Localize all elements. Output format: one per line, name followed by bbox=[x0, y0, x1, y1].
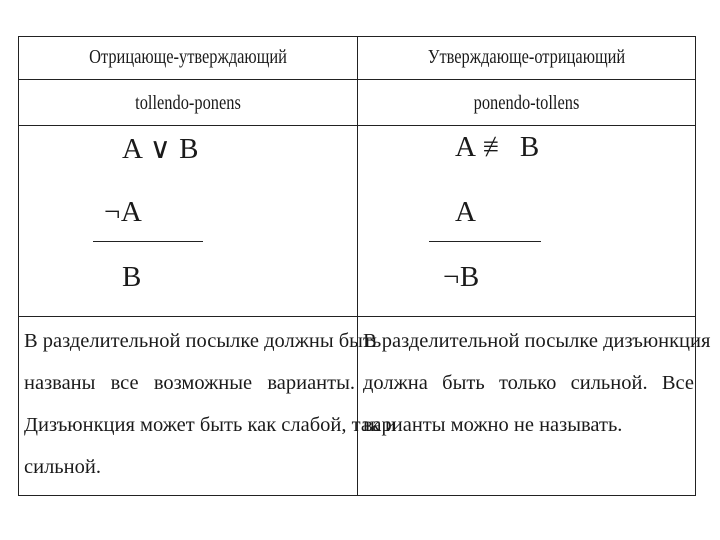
left-note-line: сильной. bbox=[24, 456, 101, 478]
left-premise-negation: ¬A bbox=[104, 196, 143, 228]
left-note-line: В разделительной посылке должны быть bbox=[24, 330, 382, 352]
right-inference-line bbox=[429, 241, 541, 242]
header-right-title: Утверждающе-отрицающий bbox=[427, 46, 626, 68]
header-left-title: Отрицающе-утверждающий bbox=[89, 46, 287, 68]
left-premise-disjunction: A ∨ B bbox=[122, 133, 199, 165]
right-note-line: должна быть только сильной. Все bbox=[363, 372, 694, 394]
left-conclusion: B bbox=[122, 261, 142, 293]
subheader-right-latin: ponendo-tollens bbox=[473, 92, 580, 114]
syllogism-table bbox=[18, 36, 711, 496]
left-inference-line bbox=[93, 241, 203, 242]
subheader-left-latin: tollendo-ponens bbox=[135, 92, 241, 114]
right-premise-affirmation: A bbox=[455, 196, 477, 228]
right-note-line: В разделительной посылке дизъюнкция bbox=[363, 330, 711, 352]
right-conclusion: ¬B bbox=[443, 261, 480, 293]
left-note-line: названы все возможные варианты. bbox=[24, 372, 355, 394]
right-note-paragraph bbox=[363, 320, 711, 446]
right-note-line: варианты можно не называть. bbox=[363, 414, 623, 436]
left-note-paragraph bbox=[24, 320, 396, 488]
left-note-line: Дизъюнкция может быть как слабой, так и bbox=[24, 414, 396, 436]
right-premise-strict-disjunction: A ≢ B bbox=[455, 131, 540, 163]
